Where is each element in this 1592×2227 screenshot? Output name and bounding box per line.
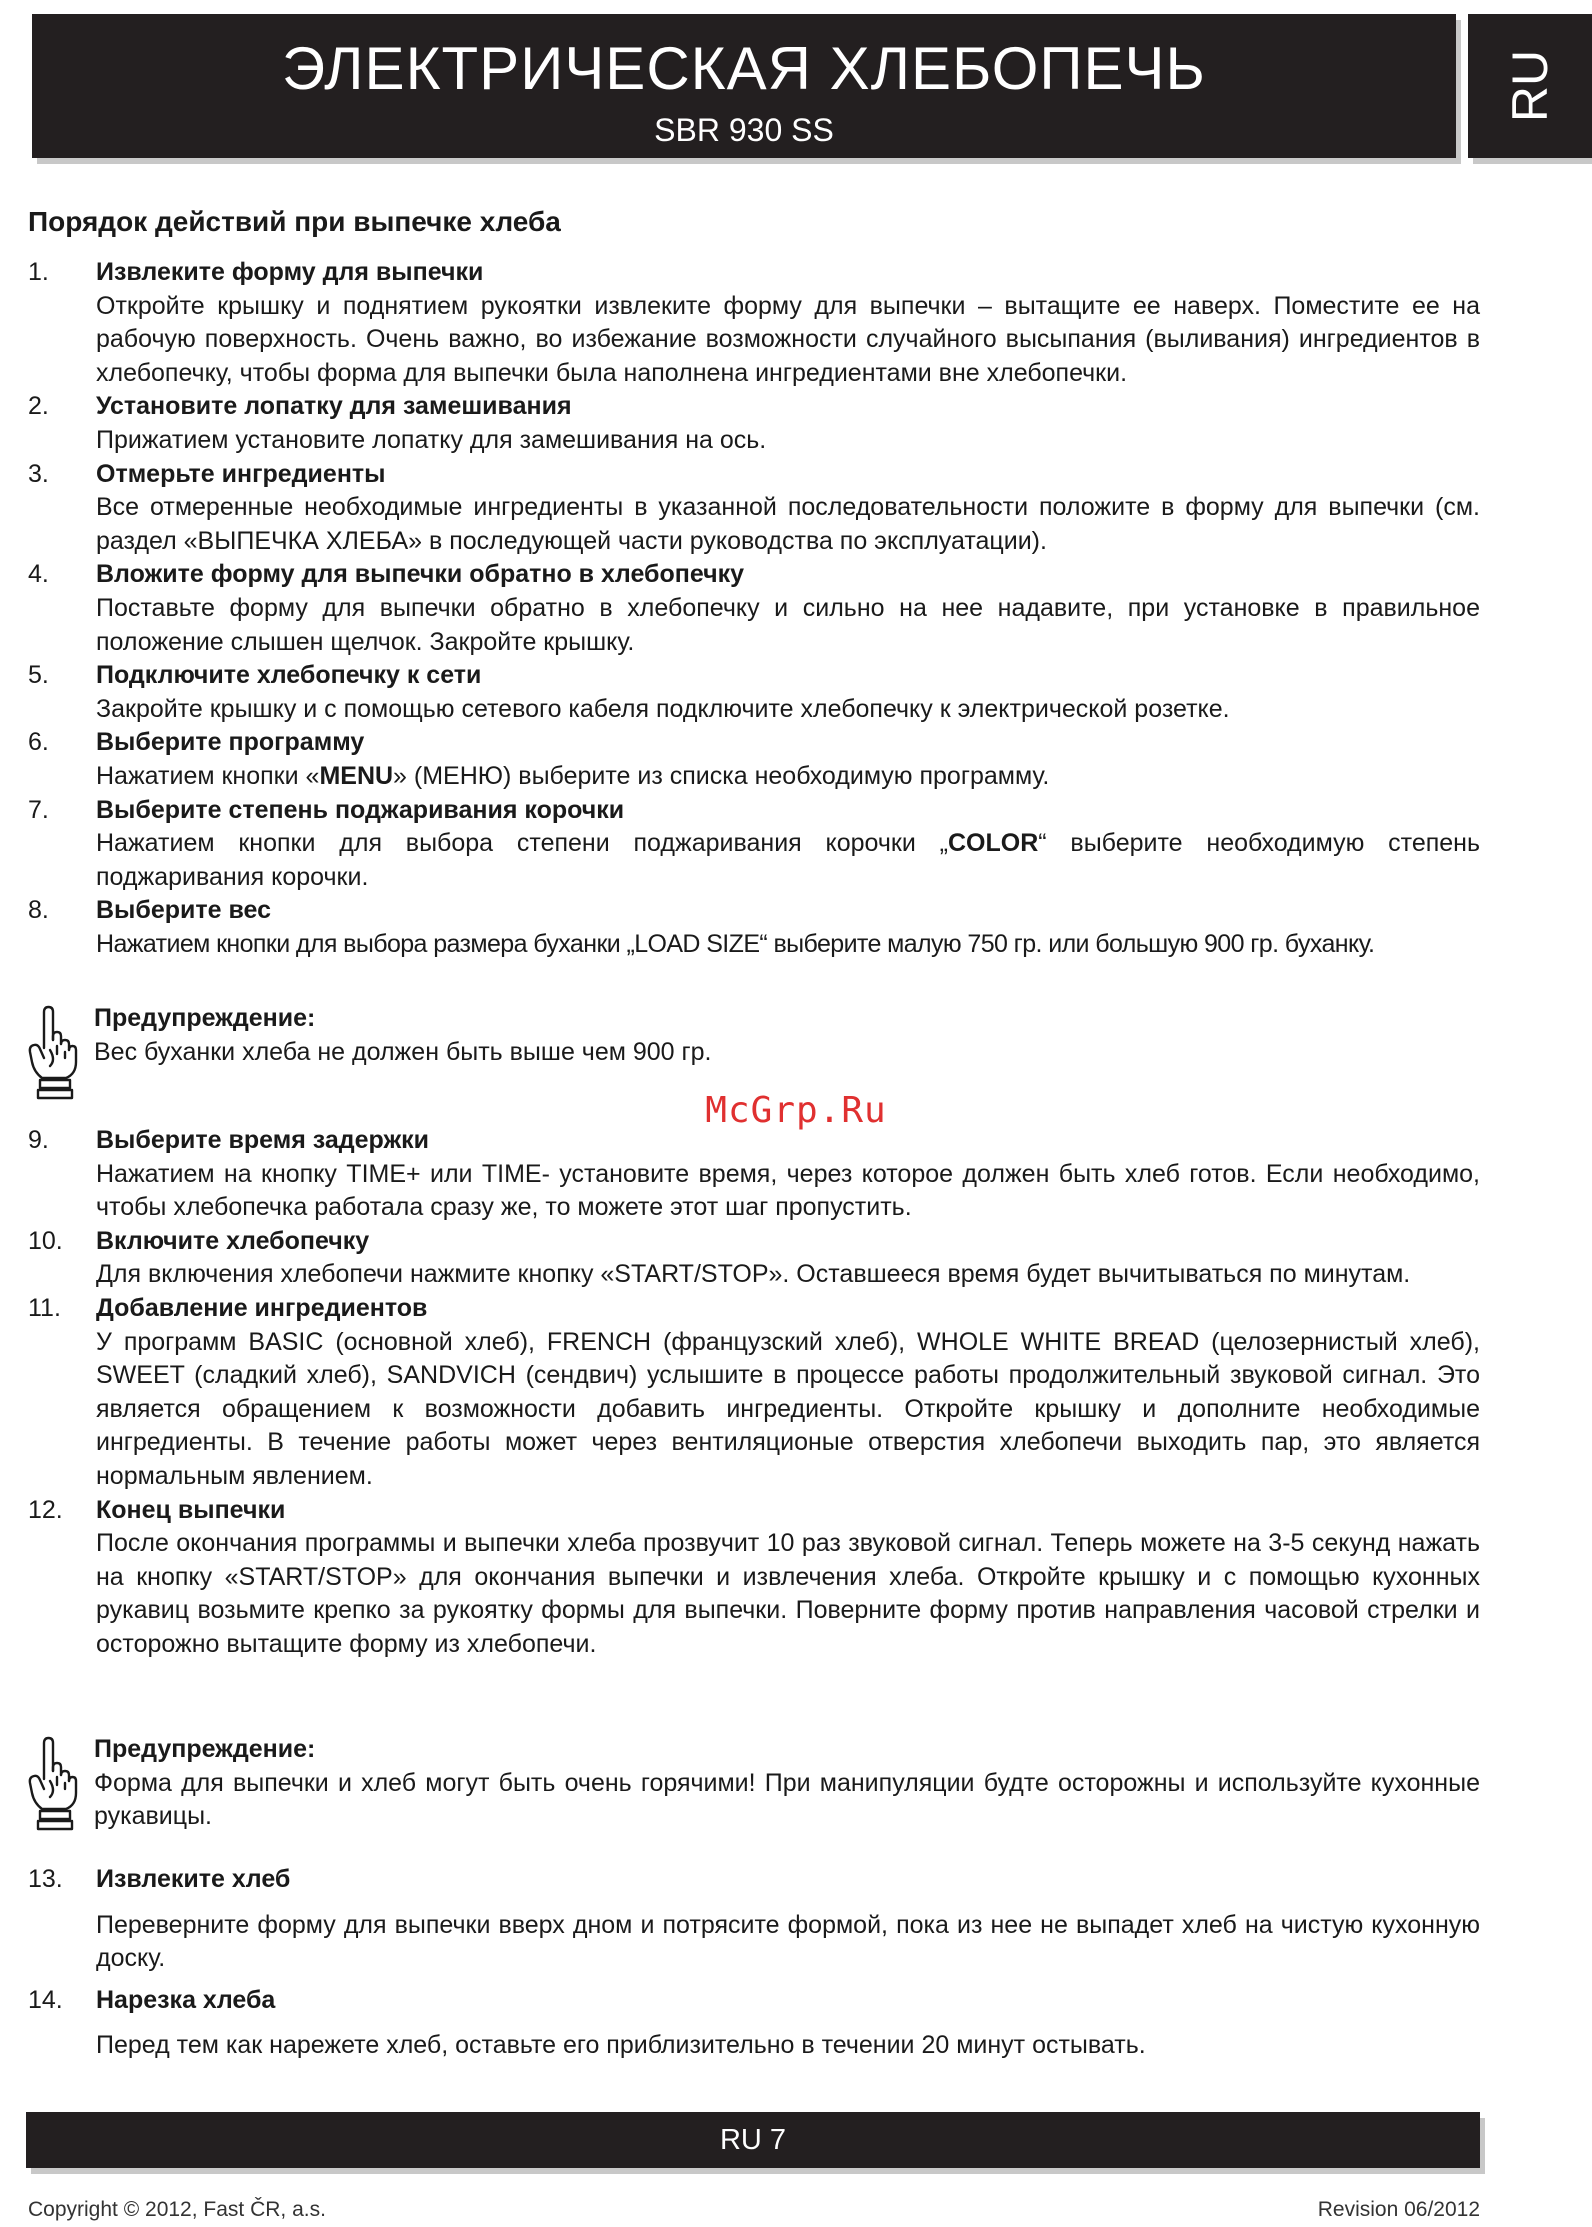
step-item: [28, 659, 1480, 726]
step-item: [28, 794, 1480, 895]
step-number: 10.: [28, 1226, 63, 1255]
step-item: [28, 390, 1480, 457]
step-text: [96, 827, 1480, 894]
step-title: Выберите программу: [96, 728, 365, 757]
page-number: RU 7: [719, 2124, 787, 2156]
step-text: Нажатием на кнопку TIME+ или TIME- установите время, через которое должен быть хлеб готов. Если необходимо, чтобы хлебопечка работала сразу же, то можете этот шаг пропустить.: [96, 1159, 1480, 1222]
step-title: Извлеките форму для выпечки: [96, 258, 484, 286]
step-text-post: “ выберите необходимую степень поджаривания корочки.: [96, 829, 1480, 891]
steps-list-3: [28, 1863, 1480, 2063]
pointing-hand-icon: [26, 1735, 78, 1831]
step-text: У программ BASIC (основной хлеб), FRENCH (французский хлеб), WHOLE WHITE BREAD (целозернистый хлеб), SWEET (сладкий хлеб), SANDVICH (сендвич) услышите в процессе работы продолжительный звуковой сигнал. Это является обращением к возможности добавить ингредиенты. Откройте крышку и дополните необходимые ингредиенты. В течение работы может через вентиляционые отверстия хлебопечи выходить пар, это является нормальным явлением.: [96, 1327, 1480, 1490]
step-number: 8.: [28, 896, 49, 925]
step-text: Поставьте форму для выпечки обратно в хлебопечку и сильно на нее надавите, при установке в правильное положение слышен щелчок. Закройте крышку.: [96, 593, 1480, 656]
step-number: 9.: [28, 1126, 49, 1154]
step-item: [28, 458, 1480, 559]
copyright-text: Copyright © 2012, Fast ČR, a.s.: [28, 2198, 326, 2221]
step-title: Отмерьте ингредиенты: [96, 459, 386, 488]
section-title: Порядок действий при выпечке хлеба: [28, 206, 561, 237]
step-item: [28, 1225, 1480, 1292]
step-number: 7.: [28, 795, 49, 824]
step-text: Нажатием кнопки для выбора размера буханки „LOAD SIZE“ выберите малую 750 гр. или большую 900 гр. буханку.: [96, 929, 1375, 958]
revision-text: Revision 06/2012: [1317, 2198, 1480, 2221]
step-number: 12.: [28, 1495, 63, 1524]
step-item: [28, 1124, 1480, 1225]
step-number: 4.: [28, 560, 49, 589]
step-number: 13.: [28, 1865, 63, 1893]
step-text-post: » (МЕНЮ) выберите из списка необходимую программу.: [393, 761, 1050, 790]
warning-text: Форма для выпечки и хлеб могут быть очень горячими! При манипуляции будте осторожны и используйте кухонные рукавицы.: [94, 1768, 1480, 1831]
step-title: Включите хлебопечку: [96, 1226, 370, 1255]
step-text: Все отмеренные необходимые ингредиенты в указанной последовательности положите в форму для выпечки (см. раздел «ВЫПЕЧКА ХЛЕБА» в последующей части руководства по эксплуатации).: [96, 493, 1480, 555]
step-title: Извлеките хлеб: [96, 1865, 291, 1893]
language-tab: [1468, 14, 1592, 158]
step-number: 5.: [28, 661, 49, 690]
warning-block: [26, 1002, 1480, 1069]
step-number: 6.: [28, 728, 49, 757]
step-title: Выберите степень поджаривания корочки: [96, 795, 625, 824]
step-title: Добавление ингредиентов: [96, 1293, 428, 1322]
step-item: [28, 1863, 1480, 1976]
step-title: Выберите вес: [96, 896, 271, 925]
step-text: После окончания программы и выпечки хлеба прозвучит 10 раз звуковой сигнал. Теперь можете на 3-5 секунд нажать на кнопку «START/STOP» для окончания выпечки и извлечения хлеба. Откройте крышку и с помощью кухонных рукавиц возьмите крепко за рукоятку формы для выпечки. Поверните форму против направления часовой стрелки и осторожно вытащите форму из хлебопечи.: [96, 1529, 1480, 1658]
step-item: [28, 558, 1480, 659]
warning-body: [26, 1002, 1480, 1069]
language-code: RU: [1502, 49, 1558, 123]
step-title: Выберите время задержки: [96, 1126, 430, 1154]
step-text: Откройте крышку и поднятием рукоятки извлеките форму для выпечки – вытащите ее наверх. Поместите ее на рабочую поверхность. Очень важно, во избежание возможности случайного высыпания (выливания) ингредиентов в хлебопечку, чтобы форма для выпечки была наполнена ингредиентами вне хлебопечки.: [96, 291, 1480, 387]
steps-list-1: [28, 256, 1480, 961]
step-number: 14.: [28, 1985, 63, 2014]
step-title: Нарезка хлеба: [96, 1985, 276, 2014]
warning-block: [26, 1733, 1480, 1834]
step-item: [28, 1984, 1480, 2063]
step-number: 11.: [28, 1293, 61, 1322]
warning-title: Предупреждение:: [94, 1004, 316, 1032]
color-button-label: COLOR: [948, 829, 1039, 858]
step-text: Переверните форму для выпечки вверх дном и потрясите формой, пока из нее не выпадет хлеб на чистую кухонную доску.: [96, 1910, 1480, 1973]
step-number: 2.: [28, 392, 49, 421]
header-bar: [32, 14, 1456, 158]
step-number: 1.: [28, 258, 49, 286]
step-number: 3.: [28, 459, 49, 488]
step-text-pre: Нажатием кнопки для выбора степени поджаривания корочки „: [96, 829, 948, 858]
warning-body: [26, 1733, 1480, 1834]
step-text-pre: Нажатием кнопки «: [96, 761, 320, 790]
step-item: [28, 1292, 1480, 1494]
step-item: [28, 894, 1480, 961]
step-text: Перед тем как нарежете хлеб, оставьте его приблизительно в течении 20 минут остывать.: [96, 2031, 1146, 2060]
warning-text: Вес буханки хлеба не должен быть выше чем 900 гр.: [94, 1037, 712, 1066]
step-title: Конец выпечки: [96, 1495, 286, 1524]
step-item: [28, 726, 1480, 793]
step-title: Подключите хлебопечку к сети: [96, 661, 482, 690]
document-title: ЭЛЕКТРИЧЕСКАЯ ХЛЕБОПЕЧЬ: [282, 35, 1206, 102]
model-number: SBR 930 SS: [654, 112, 834, 148]
step-text: Прижатием установите лопатку для замешивания на ось.: [96, 425, 767, 454]
footer-bar: [26, 2112, 1480, 2168]
step-item: [28, 256, 1480, 390]
menu-button-label: MENU: [319, 761, 394, 790]
step-title: Установите лопатку для замешивания: [96, 392, 572, 421]
pointing-hand-icon: [26, 1004, 78, 1100]
step-text: [96, 760, 1480, 794]
step-text: Для включения хлебопечи нажмите кнопку «START/STOP». Оставшееся время будет вычитываться по минутам.: [96, 1260, 1411, 1289]
step-text: Закройте крышку и с помощью сетевого кабеля подключите хлебопечку к электрической розетке.: [96, 694, 1230, 723]
step-item: [28, 1494, 1480, 1662]
steps-list-2: [28, 1124, 1480, 1662]
warning-title: Предупреждение:: [94, 1735, 316, 1763]
watermark-text: McGrp.Ru: [705, 1090, 887, 1131]
step-title: Вложите форму для выпечки обратно в хлебопечку: [96, 560, 745, 589]
